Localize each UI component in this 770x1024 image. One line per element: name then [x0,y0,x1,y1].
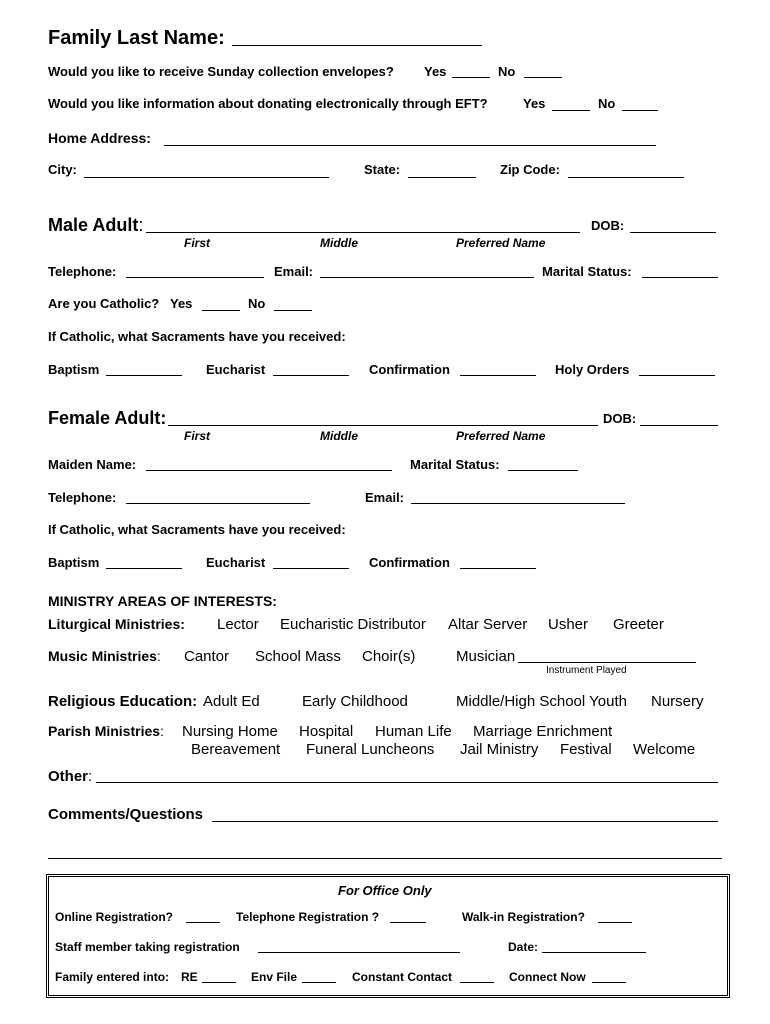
office-date-field[interactable] [542,952,646,953]
female-confirmation-field[interactable] [460,568,536,569]
male-eucharist-field[interactable] [273,375,349,376]
female-dob-label: DOB: [603,411,637,426]
male-telephone-field[interactable] [126,277,264,278]
office-telephone-label: Telephone Registration ? [236,910,380,924]
male-middle-caption: Middle [320,236,358,250]
eft-yes-field[interactable] [552,110,590,111]
envelopes-question: Would you like to receive Sunday collection envelopes? [48,64,394,79]
home-address-field[interactable] [164,145,656,146]
eft-no-field[interactable] [622,110,658,111]
city-field[interactable] [84,177,329,178]
female-email-label: Email: [365,490,405,505]
ministry-human-life[interactable]: Human Life [375,723,452,740]
ministry-lector[interactable]: Lector [217,616,259,633]
office-online-field[interactable] [186,922,220,923]
female-email-field[interactable] [411,503,625,504]
office-telephone-field[interactable] [390,922,426,923]
ministry-choirs[interactable]: Choir(s) [362,648,416,665]
eft-question: Would you like information about donating electronically through EFT? [48,96,488,111]
office-env-file-label: Env File [251,970,298,984]
eft-no-label: No [598,96,616,111]
ministry-funeral-luncheons[interactable]: Funeral Luncheons [306,741,435,758]
male-dob-label: DOB: [591,218,625,233]
office-walkin-label: Walk-in Registration? [462,910,585,924]
female-dob-field[interactable] [640,425,718,426]
zip-field[interactable] [568,177,684,178]
home-address-label: Home Address: [48,130,151,146]
ministry-hospital[interactable]: Hospital [299,723,354,740]
female-telephone-field[interactable] [126,503,310,504]
office-constant-contact-label: Constant Contact [352,970,452,984]
male-holy-orders-field[interactable] [639,375,715,376]
male-adult-heading: Male Adult: [48,215,144,235]
female-preferred-caption: Preferred Name [456,429,546,443]
ministry-musician[interactable]: Musician [456,648,516,665]
envelopes-yes-label: Yes [424,64,447,79]
ministry-adult-ed[interactable]: Adult Ed [203,693,260,710]
office-date-label: Date: [508,940,539,954]
ministry-eucharistic-distributor[interactable]: Eucharistic Distributor [280,616,426,633]
male-eucharist-label: Eucharist [206,362,266,377]
ministry-bereavement[interactable]: Bereavement [191,741,281,758]
male-catholic-no-field[interactable] [274,310,312,311]
ministry-early-childhood[interactable]: Early Childhood [302,693,408,710]
ministry-usher[interactable]: Usher [548,616,589,633]
ministry-middle-high-youth[interactable]: Middle/High School Youth [456,693,627,710]
instrument-field[interactable] [518,662,696,663]
religious-label: Religious Education: [48,693,198,710]
ministry-festival[interactable]: Festival [560,741,612,758]
city-label: City: [48,162,77,177]
ministry-cantor[interactable]: Cantor [184,648,230,665]
office-title: For Office Only [338,883,432,898]
male-catholic-yes-label: Yes [170,296,193,311]
male-preferred-caption: Preferred Name [456,236,546,250]
office-constant-contact-field[interactable] [460,982,494,983]
male-dob-field[interactable] [630,232,716,233]
female-first-caption: First [184,429,211,443]
male-email-field[interactable] [320,277,534,278]
office-env-file-field[interactable] [302,982,336,983]
ministry-jail-ministry[interactable]: Jail Ministry [460,741,539,758]
envelopes-no-label: No [498,64,516,79]
male-marital-label: Marital Status: [542,264,632,279]
office-online-label: Online Registration? [55,910,174,924]
comments-label: Comments/Questions [48,806,204,823]
male-baptism-label: Baptism [48,362,100,377]
male-catholic-yes-field[interactable] [202,310,240,311]
ministry-greeter[interactable]: Greeter [613,616,664,633]
ministry-nursing-home[interactable]: Nursing Home [182,723,278,740]
page-title: Family Last Name: [48,27,225,49]
office-re-field[interactable] [202,982,236,983]
ministry-school-mass[interactable]: School Mass [255,648,341,665]
office-re-label: RE [181,970,198,984]
female-marital-field[interactable] [508,470,578,471]
male-first-caption: First [184,236,211,250]
male-baptism-field[interactable] [106,375,182,376]
female-eucharist-label: Eucharist [206,555,266,570]
ministry-altar-server[interactable]: Altar Server [448,616,528,633]
male-confirmation-label: Confirmation [369,362,450,377]
female-confirmation-label: Confirmation [369,555,450,570]
family-name-field[interactable] [232,45,482,46]
male-confirmation-field[interactable] [460,375,536,376]
office-connect-now-field[interactable] [592,982,626,983]
ministry-heading: MINISTRY AREAS OF INTERESTS: [48,593,277,609]
female-marital-label: Marital Status: [410,457,500,472]
male-holy-orders-label: Holy Orders [555,362,630,377]
office-staff-label: Staff member taking registration [55,940,240,954]
male-telephone-label: Telephone: [48,264,117,279]
female-sacraments-question: If Catholic, what Sacraments have you received: [48,522,346,537]
parish-label: Parish Ministries: [48,723,164,739]
male-name-field[interactable] [146,232,580,233]
ministry-marriage-enrichment[interactable]: Marriage Enrichment [473,723,613,740]
office-family-entered-label: Family entered into: [55,970,170,984]
liturgical-label: Liturgical Ministries: [48,616,185,632]
eft-yes-label: Yes [523,96,546,111]
female-baptism-label: Baptism [48,555,100,570]
state-label: State: [364,162,401,177]
female-eucharist-field[interactable] [273,568,349,569]
ministry-nursery[interactable]: Nursery [651,693,704,710]
other-field[interactable] [96,782,718,783]
ministry-welcome[interactable]: Welcome [633,741,696,758]
other-label: Other: [48,768,93,785]
office-walkin-field[interactable] [598,922,632,923]
envelopes-no-field[interactable] [524,77,562,78]
female-middle-caption: Middle [320,429,358,443]
instrument-caption: Instrument Played [546,665,627,676]
office-connect-now-label: Connect Now [509,970,586,984]
female-maiden-label: Maiden Name: [48,457,137,472]
female-maiden-field[interactable] [146,470,392,471]
music-label: Music Ministries: [48,648,161,664]
state-field[interactable] [408,177,476,178]
envelopes-yes-field[interactable] [452,77,490,78]
male-sacraments-question: If Catholic, what Sacraments have you received: [48,329,346,344]
male-catholic-question: Are you Catholic? [48,296,160,311]
male-email-label: Email: [274,264,314,279]
male-marital-field[interactable] [642,277,718,278]
comments-field[interactable] [212,821,718,822]
office-staff-field[interactable] [258,952,460,953]
female-baptism-field[interactable] [106,568,182,569]
comments-field-line-2[interactable] [48,858,722,859]
female-name-field[interactable] [168,425,598,426]
female-adult-heading: Female Adult: [48,408,167,428]
male-catholic-no-label: No [248,296,266,311]
zip-label: Zip Code: [500,162,560,177]
female-telephone-label: Telephone: [48,490,117,505]
